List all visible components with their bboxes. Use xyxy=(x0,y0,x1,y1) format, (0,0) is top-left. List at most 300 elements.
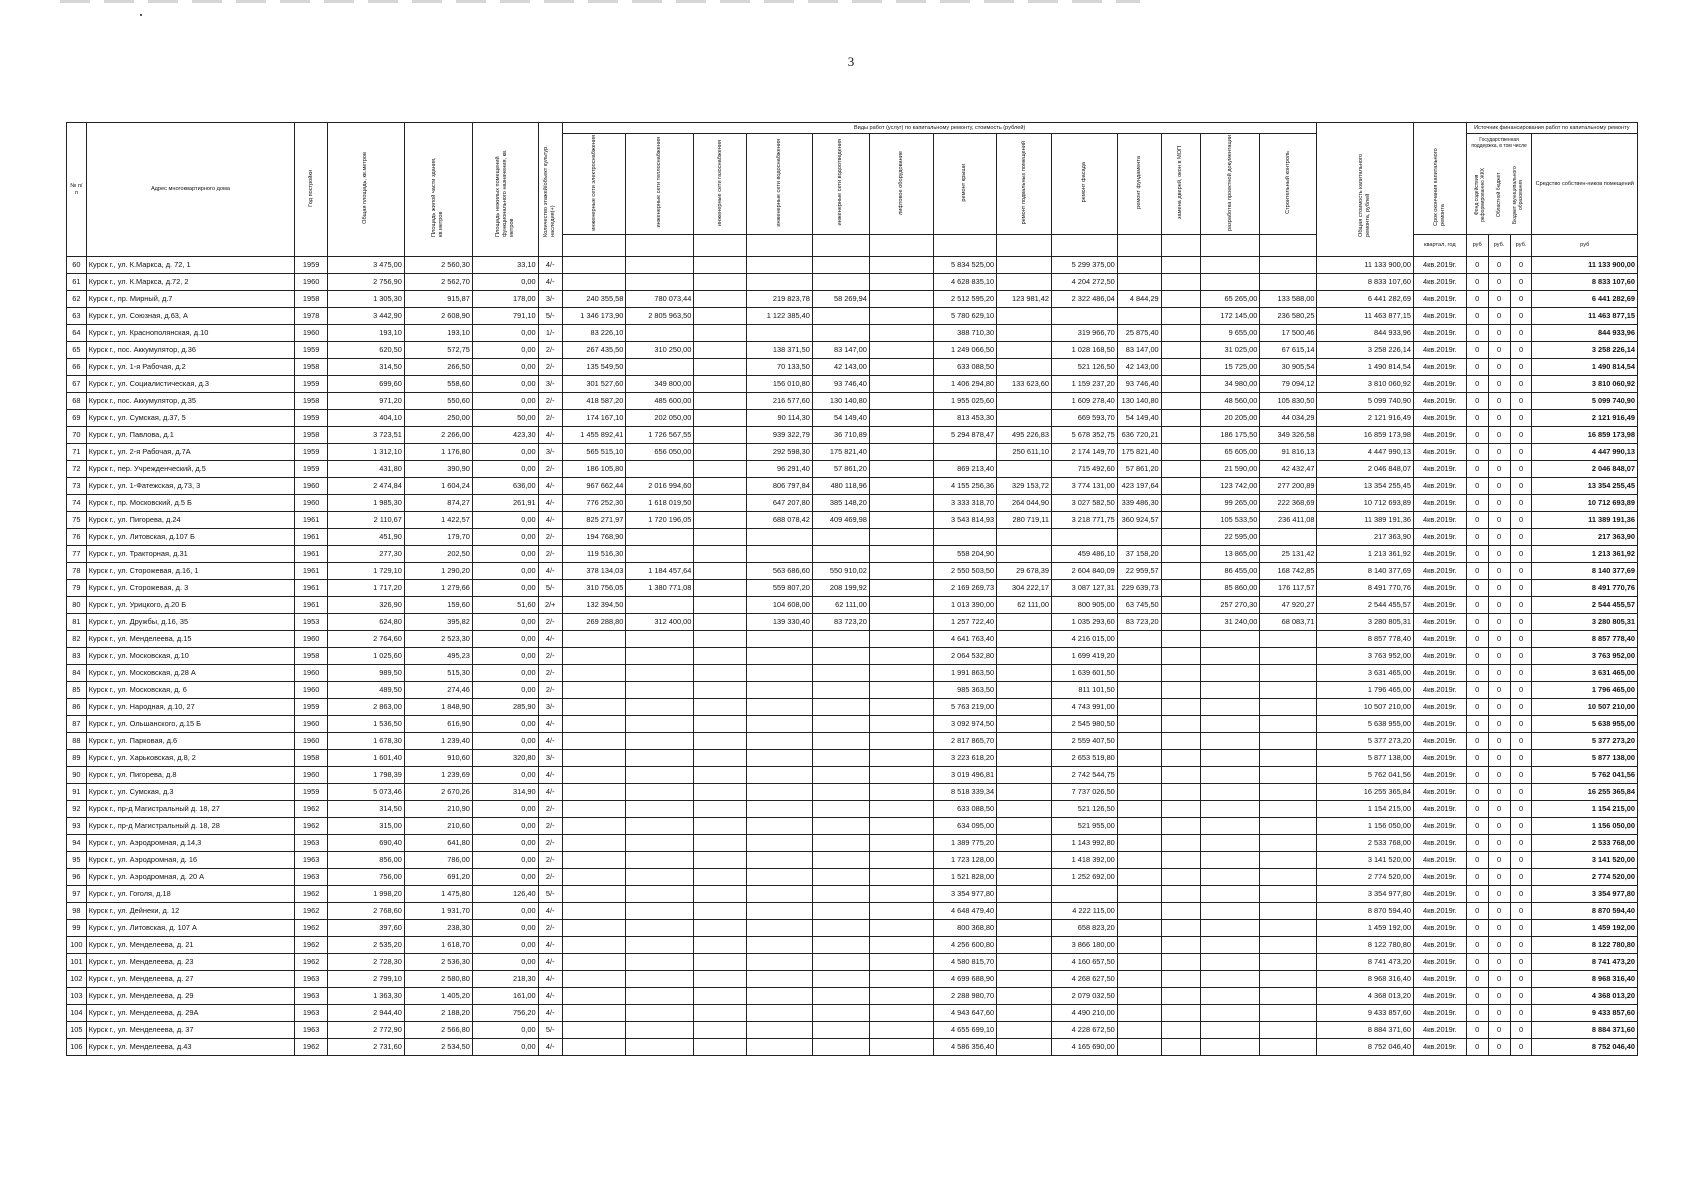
row-facade: 3 218 771,75 xyxy=(1051,512,1117,529)
row-electricity xyxy=(562,665,626,682)
row-electricity: 269 288,80 xyxy=(562,614,626,631)
row-total-area: 1 729,10 xyxy=(328,563,405,580)
row-municipal-budget: 0 xyxy=(1510,614,1532,631)
row-total-cost: 3 631 465,00 xyxy=(1317,665,1414,682)
row-regional-budget: 0 xyxy=(1488,988,1510,1005)
row-number: 104 xyxy=(67,1005,87,1022)
header-work-elevator: лифтовое оборудование xyxy=(869,134,933,235)
row-address: Курск г., ул. Менделеева, д. 23 xyxy=(86,954,294,971)
row-foundation xyxy=(1117,1039,1161,1056)
row-year: 1963 xyxy=(295,869,328,886)
header-municipal-budget: Бюджет муниципального образования xyxy=(1512,166,1525,224)
row-nonresidential-area: 0,00 xyxy=(472,461,538,478)
row-drainage: 83 723,20 xyxy=(812,614,869,631)
row-nonresidential-area: 0,00 xyxy=(472,835,538,852)
row-heating xyxy=(626,1022,694,1039)
row-roof xyxy=(933,444,997,461)
row-address: Курск г., ул. Краснополянская, д.10 xyxy=(86,325,294,342)
row-elevator xyxy=(869,291,933,308)
row-gas xyxy=(694,733,747,750)
row-deadline: 4кв.2019г. xyxy=(1414,631,1467,648)
row-deadline: 4кв.2019г. xyxy=(1414,682,1467,699)
row-floors: 4/- xyxy=(538,988,562,1005)
row-facade: 2 559 407,50 xyxy=(1051,733,1117,750)
row-water xyxy=(747,886,813,903)
row-living-area: 2 523,30 xyxy=(404,631,472,648)
row-address: Курск г., ул. Менделеева, д. 37 xyxy=(86,1022,294,1039)
row-foundation: 4 844,29 xyxy=(1117,291,1161,308)
row-living-area: 2 562,70 xyxy=(404,274,472,291)
row-number: 99 xyxy=(67,920,87,937)
row-floors: 2/- xyxy=(538,342,562,359)
row-foundation xyxy=(1117,274,1161,291)
row-number: 97 xyxy=(67,886,87,903)
row-fund-reform: 0 xyxy=(1466,1039,1488,1056)
row-nonresidential-area: 756,20 xyxy=(472,1005,538,1022)
row-total-area: 2 799,10 xyxy=(328,971,405,988)
row-gas xyxy=(694,903,747,920)
row-total-cost: 8 833 107,60 xyxy=(1317,274,1414,291)
header-floors-heritage: Количество этажей/объект культур. наследия(+) xyxy=(538,123,562,257)
row-address: Курск г., пер. Учрежденческий, д.5 xyxy=(86,461,294,478)
row-owners-funds: 8 741 473,20 xyxy=(1532,954,1638,971)
row-roof: 800 368,80 xyxy=(933,920,997,937)
unit-doors xyxy=(1161,235,1200,257)
row-fund-reform: 0 xyxy=(1466,835,1488,852)
row-fund-reform: 0 xyxy=(1466,546,1488,563)
row-design-docs xyxy=(1201,801,1260,818)
table-row xyxy=(67,886,1638,903)
row-number: 96 xyxy=(67,869,87,886)
row-elevator xyxy=(869,869,933,886)
table-row xyxy=(67,393,1638,410)
unit-municipal: руб. xyxy=(1510,235,1532,257)
row-design-docs xyxy=(1201,920,1260,937)
row-gas xyxy=(694,597,747,614)
row-doors xyxy=(1161,648,1200,665)
row-doors xyxy=(1161,1022,1200,1039)
row-drainage xyxy=(812,648,869,665)
row-foundation xyxy=(1117,784,1161,801)
row-fund-reform: 0 xyxy=(1466,580,1488,597)
row-construction-control xyxy=(1260,699,1317,716)
row-heating: 780 073,44 xyxy=(626,291,694,308)
row-deadline: 4кв.2019г. xyxy=(1414,750,1467,767)
row-electricity xyxy=(562,274,626,291)
row-regional-budget: 0 xyxy=(1488,478,1510,495)
row-deadline: 4кв.2019г. xyxy=(1414,291,1467,308)
row-elevator xyxy=(869,308,933,325)
row-doors xyxy=(1161,444,1200,461)
row-total-cost: 16 859 173,98 xyxy=(1317,427,1414,444)
row-floors: 2/- xyxy=(538,648,562,665)
row-gas xyxy=(694,393,747,410)
row-address: Курск г., ул. Павлова, д.1 xyxy=(86,427,294,444)
row-drainage xyxy=(812,852,869,869)
row-floors: 4/- xyxy=(538,631,562,648)
row-nonresidential-area: 0,00 xyxy=(472,546,538,563)
row-water xyxy=(747,1005,813,1022)
row-living-area: 495,23 xyxy=(404,648,472,665)
row-foundation: 130 140,80 xyxy=(1117,393,1161,410)
row-elevator xyxy=(869,1005,933,1022)
row-construction-control: 236 580,25 xyxy=(1260,308,1317,325)
row-regional-budget: 0 xyxy=(1488,733,1510,750)
row-year: 1958 xyxy=(295,427,328,444)
table-row xyxy=(67,733,1638,750)
row-doors xyxy=(1161,359,1200,376)
row-number: 86 xyxy=(67,699,87,716)
row-gas xyxy=(694,410,747,427)
row-drainage xyxy=(812,631,869,648)
row-doors xyxy=(1161,274,1200,291)
row-gas xyxy=(694,427,747,444)
row-total-cost: 2 046 848,07 xyxy=(1317,461,1414,478)
row-floors: 4/- xyxy=(538,495,562,512)
row-address: Курск г., ул. 1-я Рабочая, д.2 xyxy=(86,359,294,376)
row-roof: 4 628 835,10 xyxy=(933,274,997,291)
row-elevator xyxy=(869,665,933,682)
row-total-cost: 5 762 041,56 xyxy=(1317,767,1414,784)
row-municipal-budget: 0 xyxy=(1510,767,1532,784)
row-total-cost: 11 389 191,36 xyxy=(1317,512,1414,529)
row-heating: 1 380 771,08 xyxy=(626,580,694,597)
row-electricity xyxy=(562,937,626,954)
unit-design xyxy=(1201,235,1260,257)
table-row xyxy=(67,801,1638,818)
row-nonresidential-area: 0,00 xyxy=(472,801,538,818)
row-living-area: 915,87 xyxy=(404,291,472,308)
row-drainage xyxy=(812,801,869,818)
row-design-docs xyxy=(1201,971,1260,988)
table-row xyxy=(67,767,1638,784)
row-basement xyxy=(997,410,1052,427)
row-doors xyxy=(1161,376,1200,393)
header-work-drainage: инженерные сети водоотведения xyxy=(812,134,869,235)
row-water xyxy=(747,631,813,648)
row-total-cost: 8 870 594,40 xyxy=(1317,903,1414,920)
row-nonresidential-area: 0,00 xyxy=(472,563,538,580)
row-design-docs: 9 655,00 xyxy=(1201,325,1260,342)
row-heating xyxy=(626,750,694,767)
row-total-cost: 11 463 877,15 xyxy=(1317,308,1414,325)
row-total-area: 3 475,00 xyxy=(328,257,405,274)
row-owners-funds: 10 507 210,00 xyxy=(1532,699,1638,716)
row-total-cost: 844 933,96 xyxy=(1317,325,1414,342)
row-nonresidential-area: 0,00 xyxy=(472,852,538,869)
row-year: 1962 xyxy=(295,937,328,954)
row-foundation xyxy=(1117,835,1161,852)
row-nonresidential-area: 636,00 xyxy=(472,478,538,495)
row-design-docs xyxy=(1201,648,1260,665)
table-row xyxy=(67,954,1638,971)
row-electricity: 240 355,58 xyxy=(562,291,626,308)
row-foundation xyxy=(1117,682,1161,699)
row-basement xyxy=(997,869,1052,886)
row-design-docs xyxy=(1201,869,1260,886)
row-total-area: 2 764,60 xyxy=(328,631,405,648)
row-water xyxy=(747,648,813,665)
row-elevator xyxy=(869,801,933,818)
row-doors xyxy=(1161,682,1200,699)
row-roof: 4 699 688,90 xyxy=(933,971,997,988)
row-heating: 1 618 019,50 xyxy=(626,495,694,512)
row-fund-reform: 0 xyxy=(1466,325,1488,342)
row-facade: 811 101,50 xyxy=(1051,682,1117,699)
row-gas xyxy=(694,359,747,376)
row-roof: 4 648 479,40 xyxy=(933,903,997,920)
row-address: Курск г., ул. Аэродромная, д. 16 xyxy=(86,852,294,869)
row-basement xyxy=(997,342,1052,359)
row-regional-budget: 0 xyxy=(1488,325,1510,342)
row-floors: 3/- xyxy=(538,376,562,393)
row-foundation: 22 959,57 xyxy=(1117,563,1161,580)
row-elevator xyxy=(869,1022,933,1039)
row-total-area: 3 442,90 xyxy=(328,308,405,325)
row-elevator xyxy=(869,376,933,393)
row-floors: 4/- xyxy=(538,954,562,971)
row-facade: 4 743 991,00 xyxy=(1051,699,1117,716)
row-basement xyxy=(997,716,1052,733)
row-drainage: 550 910,02 xyxy=(812,563,869,580)
row-number: 88 xyxy=(67,733,87,750)
row-living-area: 2 560,30 xyxy=(404,257,472,274)
row-year: 1961 xyxy=(295,546,328,563)
row-facade: 1 143 992,80 xyxy=(1051,835,1117,852)
row-address: Курск г., ул. К.Маркса, д. 72, 1 xyxy=(86,257,294,274)
row-fund-reform: 0 xyxy=(1466,291,1488,308)
row-total-cost: 1 490 814,54 xyxy=(1317,359,1414,376)
row-address: Курск г., ул. Аэродромная, д. 20 А xyxy=(86,869,294,886)
row-municipal-budget: 0 xyxy=(1510,512,1532,529)
row-basement xyxy=(997,257,1052,274)
row-deadline: 4кв.2019г. xyxy=(1414,495,1467,512)
row-elevator xyxy=(869,818,933,835)
row-floors: 5/- xyxy=(538,1022,562,1039)
row-total-cost: 13 354 255,45 xyxy=(1317,478,1414,495)
row-design-docs xyxy=(1201,835,1260,852)
row-roof: 3 354 977,80 xyxy=(933,886,997,903)
row-total-cost: 2 121 916,49 xyxy=(1317,410,1414,427)
row-facade: 4 222 115,00 xyxy=(1051,903,1117,920)
row-total-cost: 8 741 473,20 xyxy=(1317,954,1414,971)
row-water: 219 823,78 xyxy=(747,291,813,308)
row-fund-reform: 0 xyxy=(1466,614,1488,631)
row-municipal-budget: 0 xyxy=(1510,444,1532,461)
header-state-support-label: Государственная поддержка, в том числе xyxy=(1471,137,1527,149)
row-living-area: 2 266,00 xyxy=(404,427,472,444)
row-total-area: 1 985,30 xyxy=(328,495,405,512)
row-deadline: 4кв.2019г. xyxy=(1414,257,1467,274)
row-deadline: 4кв.2019г. xyxy=(1414,699,1467,716)
row-heating: 202 050,00 xyxy=(626,410,694,427)
row-regional-budget: 0 xyxy=(1488,903,1510,920)
scan-artifact xyxy=(60,0,1140,3)
row-heating xyxy=(626,971,694,988)
row-owners-funds: 5 638 955,00 xyxy=(1532,716,1638,733)
row-year: 1960 xyxy=(295,716,328,733)
row-heating xyxy=(626,631,694,648)
row-floors: 4/- xyxy=(538,716,562,733)
row-total-cost: 1 459 192,00 xyxy=(1317,920,1414,937)
row-number: 79 xyxy=(67,580,87,597)
row-owners-funds: 3 141 520,00 xyxy=(1532,852,1638,869)
row-regional-budget: 0 xyxy=(1488,291,1510,308)
row-total-area: 2 768,60 xyxy=(328,903,405,920)
row-doors xyxy=(1161,801,1200,818)
row-basement xyxy=(997,733,1052,750)
row-construction-control xyxy=(1260,869,1317,886)
row-floors: 2/- xyxy=(538,359,562,376)
unit-basement xyxy=(997,235,1052,257)
row-deadline: 4кв.2019г. xyxy=(1414,665,1467,682)
row-heating xyxy=(626,767,694,784)
table-row xyxy=(67,444,1638,461)
row-roof: 4 655 699,10 xyxy=(933,1022,997,1039)
row-total-cost: 8 491 770,76 xyxy=(1317,580,1414,597)
row-regional-budget: 0 xyxy=(1488,410,1510,427)
row-living-area: 210,60 xyxy=(404,818,472,835)
row-floors: 2/- xyxy=(538,835,562,852)
table-row xyxy=(67,597,1638,614)
row-roof: 2 064 532,80 xyxy=(933,648,997,665)
row-drainage: 208 199,92 xyxy=(812,580,869,597)
row-municipal-budget: 0 xyxy=(1510,478,1532,495)
row-doors xyxy=(1161,954,1200,971)
row-fund-reform: 0 xyxy=(1466,750,1488,767)
row-year: 1960 xyxy=(295,665,328,682)
row-electricity xyxy=(562,682,626,699)
row-municipal-budget: 0 xyxy=(1510,716,1532,733)
row-nonresidential-area: 218,30 xyxy=(472,971,538,988)
row-heating xyxy=(626,359,694,376)
row-address: Курск г., ул. Сумская, д.3 xyxy=(86,784,294,801)
row-water xyxy=(747,682,813,699)
row-owners-funds: 5 377 273,20 xyxy=(1532,733,1638,750)
row-foundation: 63 745,50 xyxy=(1117,597,1161,614)
row-electricity xyxy=(562,257,626,274)
row-municipal-budget: 0 xyxy=(1510,869,1532,886)
row-floors: 2/- xyxy=(538,801,562,818)
row-address: Курск г., ул. Дейнеки, д. 12 xyxy=(86,903,294,920)
table-row xyxy=(67,563,1638,580)
row-roof: 3 543 814,93 xyxy=(933,512,997,529)
row-roof: 5 763 219,00 xyxy=(933,699,997,716)
row-owners-funds: 2 046 848,07 xyxy=(1532,461,1638,478)
row-total-area: 699,60 xyxy=(328,376,405,393)
row-fund-reform: 0 xyxy=(1466,716,1488,733)
row-construction-control xyxy=(1260,750,1317,767)
row-living-area: 395,82 xyxy=(404,614,472,631)
row-total-area: 1 678,30 xyxy=(328,733,405,750)
row-year: 1962 xyxy=(295,801,328,818)
row-gas xyxy=(694,835,747,852)
row-fund-reform: 0 xyxy=(1466,342,1488,359)
row-construction-control xyxy=(1260,682,1317,699)
row-number: 100 xyxy=(67,937,87,954)
row-facade: 800 905,00 xyxy=(1051,597,1117,614)
row-address: Курск г., ул. Ольшанского, д.15 Б xyxy=(86,716,294,733)
row-number: 81 xyxy=(67,614,87,631)
row-basement xyxy=(997,308,1052,325)
row-floors: 2/- xyxy=(538,852,562,869)
row-nonresidential-area: 0,00 xyxy=(472,359,538,376)
row-design-docs: 20 205,00 xyxy=(1201,410,1260,427)
row-facade: 459 486,10 xyxy=(1051,546,1117,563)
row-foundation: 423 197,64 xyxy=(1117,478,1161,495)
row-doors xyxy=(1161,563,1200,580)
row-number: 82 xyxy=(67,631,87,648)
row-drainage xyxy=(812,733,869,750)
row-construction-control xyxy=(1260,920,1317,937)
row-foundation: 54 149,40 xyxy=(1117,410,1161,427)
row-municipal-budget: 0 xyxy=(1510,988,1532,1005)
row-design-docs xyxy=(1201,903,1260,920)
row-owners-funds: 217 363,90 xyxy=(1532,529,1638,546)
row-address: Курск г., ул. Московская, д. 6 xyxy=(86,682,294,699)
row-facade: 658 823,20 xyxy=(1051,920,1117,937)
row-roof: 813 453,30 xyxy=(933,410,997,427)
row-electricity: 825 271,97 xyxy=(562,512,626,529)
row-regional-budget: 0 xyxy=(1488,529,1510,546)
row-gas xyxy=(694,546,747,563)
row-foundation: 25 875,40 xyxy=(1117,325,1161,342)
table-row xyxy=(67,342,1638,359)
row-municipal-budget: 0 xyxy=(1510,903,1532,920)
row-owners-funds: 2 121 916,49 xyxy=(1532,410,1638,427)
row-drainage xyxy=(812,665,869,682)
row-design-docs xyxy=(1201,1022,1260,1039)
row-foundation: 83 147,00 xyxy=(1117,342,1161,359)
row-year: 1959 xyxy=(295,257,328,274)
row-construction-control xyxy=(1260,818,1317,835)
row-electricity: 967 662,44 xyxy=(562,478,626,495)
row-number: 76 xyxy=(67,529,87,546)
row-deadline: 4кв.2019г. xyxy=(1414,359,1467,376)
row-municipal-budget: 0 xyxy=(1510,682,1532,699)
row-total-area: 314,50 xyxy=(328,801,405,818)
row-design-docs xyxy=(1201,988,1260,1005)
row-basement xyxy=(997,801,1052,818)
row-total-cost: 3 763 952,00 xyxy=(1317,648,1414,665)
row-year: 1959 xyxy=(295,410,328,427)
row-municipal-budget: 0 xyxy=(1510,580,1532,597)
table-row xyxy=(67,937,1638,954)
row-heating: 485 600,00 xyxy=(626,393,694,410)
row-design-docs: 65 605,00 xyxy=(1201,444,1260,461)
row-gas xyxy=(694,750,747,767)
row-deadline: 4кв.2019г. xyxy=(1414,580,1467,597)
row-deadline: 4кв.2019г. xyxy=(1414,444,1467,461)
row-heating: 349 800,00 xyxy=(626,376,694,393)
row-year: 1962 xyxy=(295,903,328,920)
row-total-area: 690,40 xyxy=(328,835,405,852)
row-municipal-budget: 0 xyxy=(1510,1005,1532,1022)
row-nonresidential-area: 0,00 xyxy=(472,665,538,682)
row-electricity: 565 515,10 xyxy=(562,444,626,461)
row-owners-funds: 8 491 770,76 xyxy=(1532,580,1638,597)
row-foundation xyxy=(1117,699,1161,716)
row-roof: 2 817 865,70 xyxy=(933,733,997,750)
row-regional-budget: 0 xyxy=(1488,495,1510,512)
header-no: № п/п xyxy=(67,123,87,257)
row-year: 1961 xyxy=(295,512,328,529)
row-floors: 4/- xyxy=(538,478,562,495)
row-gas xyxy=(694,342,747,359)
row-water xyxy=(747,801,813,818)
row-total-cost: 1 213 361,92 xyxy=(1317,546,1414,563)
row-foundation xyxy=(1117,971,1161,988)
